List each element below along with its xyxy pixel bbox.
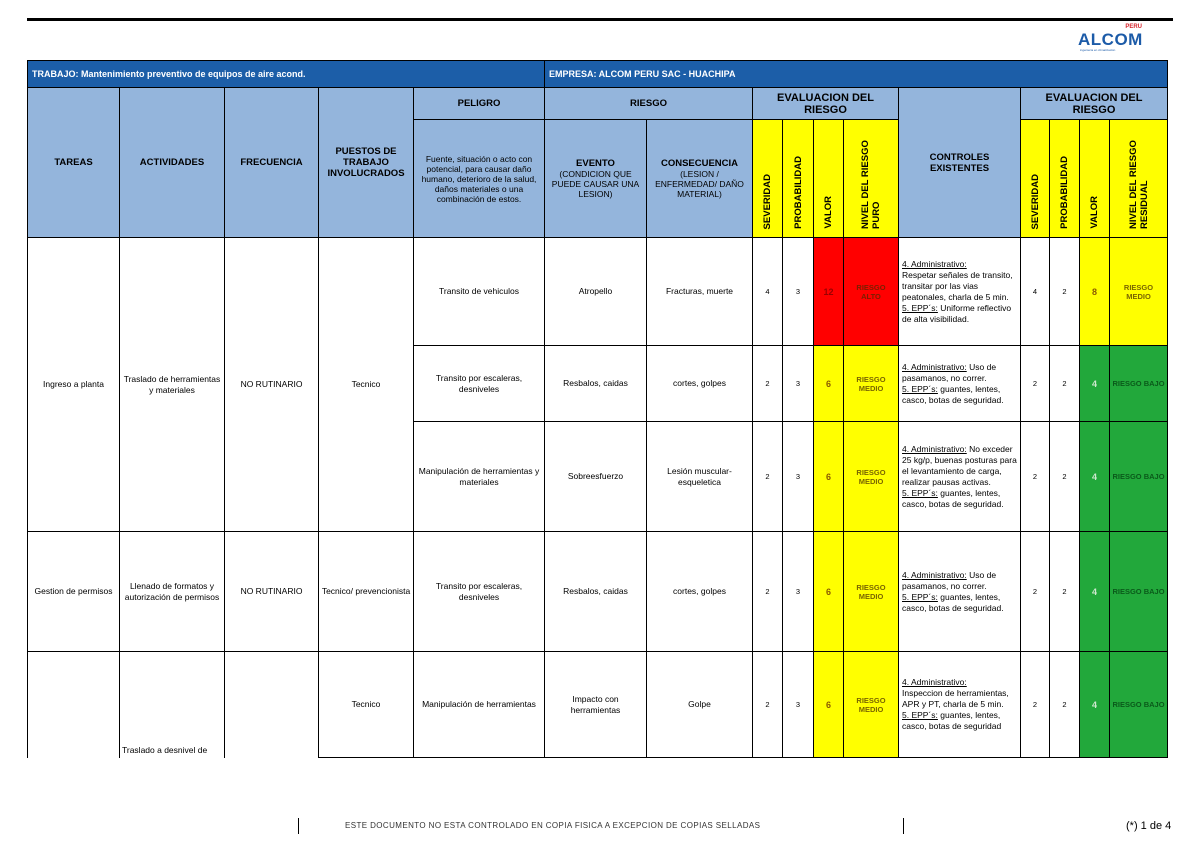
evento-cell: Resbalos, caidas (545, 532, 647, 652)
consecuencia-cell: Golpe (647, 652, 753, 758)
probabilidad-res-cell: 2 (1050, 532, 1080, 652)
header-frecuencia: FRECUENCIA (225, 88, 319, 238)
header-evento-title: EVENTO (576, 158, 615, 169)
ctl-epp-text: guantes, lentes, casco, botas de seguridad. (902, 591, 1004, 613)
header-actividades: ACTIVIDADES (120, 88, 225, 238)
header-evaluacion-puro: EVALUACION DEL RIESGO (753, 88, 899, 120)
ctl-admin-text: Respetar señales de transito, transitar por las vias peatonales, charla de 5 min. (902, 269, 1013, 302)
frecuencia-cell: NO RUTINARIO (225, 238, 319, 532)
header-consecuencia (647, 120, 753, 238)
consecuencia-cell: Fracturas, muerte (647, 238, 753, 346)
severidad-cell: 2 (753, 346, 783, 422)
valor-cell: 6 (814, 422, 844, 532)
header-evento-desc: (CONDICION QUE PUEDE CAUSAR UNA LESION) (551, 169, 640, 199)
consecuencia-cell: cortes, golpes (647, 532, 753, 652)
probabilidad-res-cell: 2 (1050, 238, 1080, 346)
tarea-cell (28, 652, 120, 758)
severidad-cell: 2 (753, 422, 783, 532)
empresa-banner: EMPRESA: ALCOM PERU SAC - HUACHIPA (545, 61, 783, 88)
ctl-admin-text: No exceder 25 kg/p, buenas posturas para el levantamiento de carga, realizar pausas activas. (902, 443, 1017, 487)
logo-tagline: ingeniería en climatización (1080, 48, 1116, 52)
valor-res-cell: 8 (1080, 238, 1110, 346)
actividad-cell: Traslado de herramientas y materiales (120, 238, 225, 532)
ctl-admin-label: 4. Administrativo: (902, 569, 967, 580)
severidad-cell: 2 (753, 652, 783, 758)
ctl-epp-text: guantes, lentes, casco, botas de seguridad (902, 710, 1002, 731)
footer-divider-right (903, 818, 904, 834)
header-tareas: TAREAS (28, 88, 120, 238)
logo-country: PERU (1125, 24, 1142, 30)
actividad-cell: Llenado de formatos y autorización de permisos (120, 532, 225, 652)
ctl-epp-text: Uniforme reflectivo de alta visibilidad. (902, 302, 1012, 324)
header-probabilidad: PROBABILIDAD (783, 120, 814, 238)
ctl-admin-label: 4. Administrativo: (902, 258, 967, 269)
actividad-cell: Traslado a desnivel de (120, 652, 225, 758)
probabilidad-res-cell: 2 (1050, 346, 1080, 422)
risk-matrix-table (27, 60, 1168, 758)
probabilidad-cell: 3 (783, 238, 814, 346)
ctl-epp-label: 5. EPP´s: (902, 487, 938, 498)
valor-res-cell: 4 (1080, 422, 1110, 532)
evento-cell: Atropello (545, 238, 647, 346)
table-row (28, 652, 1168, 758)
nivel-residual-cell: RIESGO BAJO (1110, 652, 1168, 758)
tarea-cell: Gestion de permisos (28, 532, 120, 652)
probabilidad-cell: 3 (783, 422, 814, 532)
severidad-res-cell: 2 (1021, 652, 1050, 758)
header-valor: VALOR (814, 120, 844, 238)
frecuencia-cell: NO RUTINARIO (225, 532, 319, 652)
evento-cell: Sobreesfuerzo (545, 422, 647, 532)
footer-disclaimer: ESTE DOCUMENTO NO ESTA CONTROLADO EN COPIA FISICA A EXCEPCION DE COPIAS SELLADAS (345, 821, 761, 830)
ctl-epp-text: guantes, lentes, casco, botas de seguridad. (902, 383, 1004, 405)
consecuencia-cell: Lesión muscular-esqueletica (647, 422, 753, 532)
header-consecuencia-title: CONSECUENCIA (660, 158, 739, 169)
header-valor-res: VALOR (1080, 120, 1110, 238)
severidad-cell: 2 (753, 532, 783, 652)
banner-fill (783, 61, 1168, 88)
valor-res-cell: 4 (1080, 652, 1110, 758)
probabilidad-res-cell: 2 (1050, 422, 1080, 532)
page-number: (*) 1 de 4 (1126, 820, 1172, 832)
nivel-residual-cell: RIESGO MEDIO (1110, 238, 1168, 346)
frecuencia-cell (225, 652, 319, 758)
header-peligro-desc: Fuente, situación o acto con potencial, para causar daño humano, deterioro de la salud, daños materiales o una combinación de estos. (414, 120, 545, 238)
header-probabilidad-res: PROBABILIDAD (1050, 120, 1080, 238)
severidad-res-cell: 2 (1021, 532, 1050, 652)
ctl-admin-text: Inspeccion de herramientas, APR y PT, charla de 5 min. (902, 688, 1009, 709)
ctl-epp-label: 5. EPP´s: (902, 383, 938, 394)
valor-res-cell: 4 (1080, 532, 1110, 652)
controles-cell (899, 238, 1021, 346)
peligro-cell: Transito por escaleras, desniveles (414, 532, 545, 652)
trabajo-banner: TRABAJO: Mantenimiento preventivo de equipos de aire acond. (28, 61, 545, 88)
ctl-epp-label: 5. EPP´s: (902, 710, 938, 720)
severidad-res-cell: 4 (1021, 238, 1050, 346)
severidad-res-cell: 2 (1021, 422, 1050, 532)
severidad-res-cell: 2 (1021, 346, 1050, 422)
header-severidad: SEVERIDAD (753, 120, 783, 238)
ctl-epp-label: 5. EPP´s: (902, 591, 938, 602)
footer-divider-left (298, 818, 299, 834)
table-row (28, 532, 1168, 652)
valor-res-cell: 4 (1080, 346, 1110, 422)
probabilidad-res-cell: 2 (1050, 652, 1080, 758)
header-severidad-res: SEVERIDAD (1021, 120, 1050, 238)
controles-cell (899, 652, 1021, 758)
peligro-cell: Transito por escaleras, desniveles (414, 346, 545, 422)
valor-cell: 6 (814, 532, 844, 652)
puesto-cell: Tecnico (319, 652, 414, 758)
valor-cell: 12 (814, 238, 844, 346)
page-footer (0, 818, 1200, 838)
header-riesgo: RIESGO (545, 88, 753, 120)
nivel-residual-cell: RIESGO BAJO (1110, 346, 1168, 422)
header-puestos: PUESTOS DE TRABAJO INVOLUCRADOS (319, 88, 414, 238)
nivel-residual-cell: RIESGO BAJO (1110, 532, 1168, 652)
severidad-cell: 4 (753, 238, 783, 346)
nivel-puro-cell: RIESGO MEDIO (844, 652, 899, 758)
header-nivel-puro: NIVEL DEL RIESGO PURO (844, 120, 899, 238)
nivel-puro-cell: RIESGO MEDIO (844, 532, 899, 652)
valor-cell: 6 (814, 346, 844, 422)
probabilidad-cell: 3 (783, 532, 814, 652)
header-peligro: PELIGRO (414, 88, 545, 120)
puesto-cell: Tecnico/ prevencionista (319, 532, 414, 652)
controles-cell (899, 532, 1021, 652)
ctl-admin-label: 4. Administrativo: (902, 361, 967, 372)
valor-cell: 6 (814, 652, 844, 758)
ctl-epp-text: guantes, lentes, casco, botas de seguridad. (902, 487, 1004, 509)
tarea-cell: Ingreso a planta (28, 238, 120, 532)
ctl-admin-text: Uso de pasamanos, no correr. (902, 361, 997, 383)
ctl-admin-label: 4. Administrativo: (902, 677, 967, 687)
ctl-epp-label: 5. EPP´s: (902, 302, 938, 313)
controles-cell (899, 346, 1021, 422)
ctl-admin-text: Uso de pasamanos, no correr. (902, 569, 997, 591)
evento-cell: Resbalos, caidas (545, 346, 647, 422)
nivel-puro-cell: RIESGO MEDIO (844, 422, 899, 532)
peligro-cell: Manipulación de herramientas (414, 652, 545, 758)
nivel-residual-cell: RIESGO BAJO (1110, 422, 1168, 532)
logo-name: ALCOM (1078, 30, 1143, 49)
probabilidad-cell: 3 (783, 652, 814, 758)
ctl-admin-label: 4. Administrativo: (902, 443, 967, 454)
header-nivel-residual: NIVEL DEL RIESGO RESIDUAL (1110, 120, 1168, 238)
alcom-logo (1078, 24, 1148, 50)
table-row (28, 238, 1168, 346)
iperc-sheet (27, 60, 1168, 758)
header-evaluacion-residual: EVALUACION DEL RIESGO (1021, 88, 1168, 120)
evento-cell: Impacto con herramientas (545, 652, 647, 758)
peligro-cell: Manipulación de herramientas y materiales (414, 422, 545, 532)
nivel-puro-cell: RIESGO MEDIO (844, 346, 899, 422)
header-consecuencia-desc: (LESION / ENFERMEDAD/ DAÑO MATERIAL) (655, 169, 744, 199)
puesto-cell: Tecnico (319, 238, 414, 532)
header-controles: CONTROLES EXISTENTES (899, 88, 1021, 238)
controles-cell (899, 422, 1021, 532)
probabilidad-cell: 3 (783, 346, 814, 422)
peligro-cell: Transito de vehiculos (414, 238, 545, 346)
nivel-puro-cell: RIESGO ALTO (844, 238, 899, 346)
top-rule (27, 18, 1173, 21)
header-evento (545, 120, 647, 238)
consecuencia-cell: cortes, golpes (647, 346, 753, 422)
